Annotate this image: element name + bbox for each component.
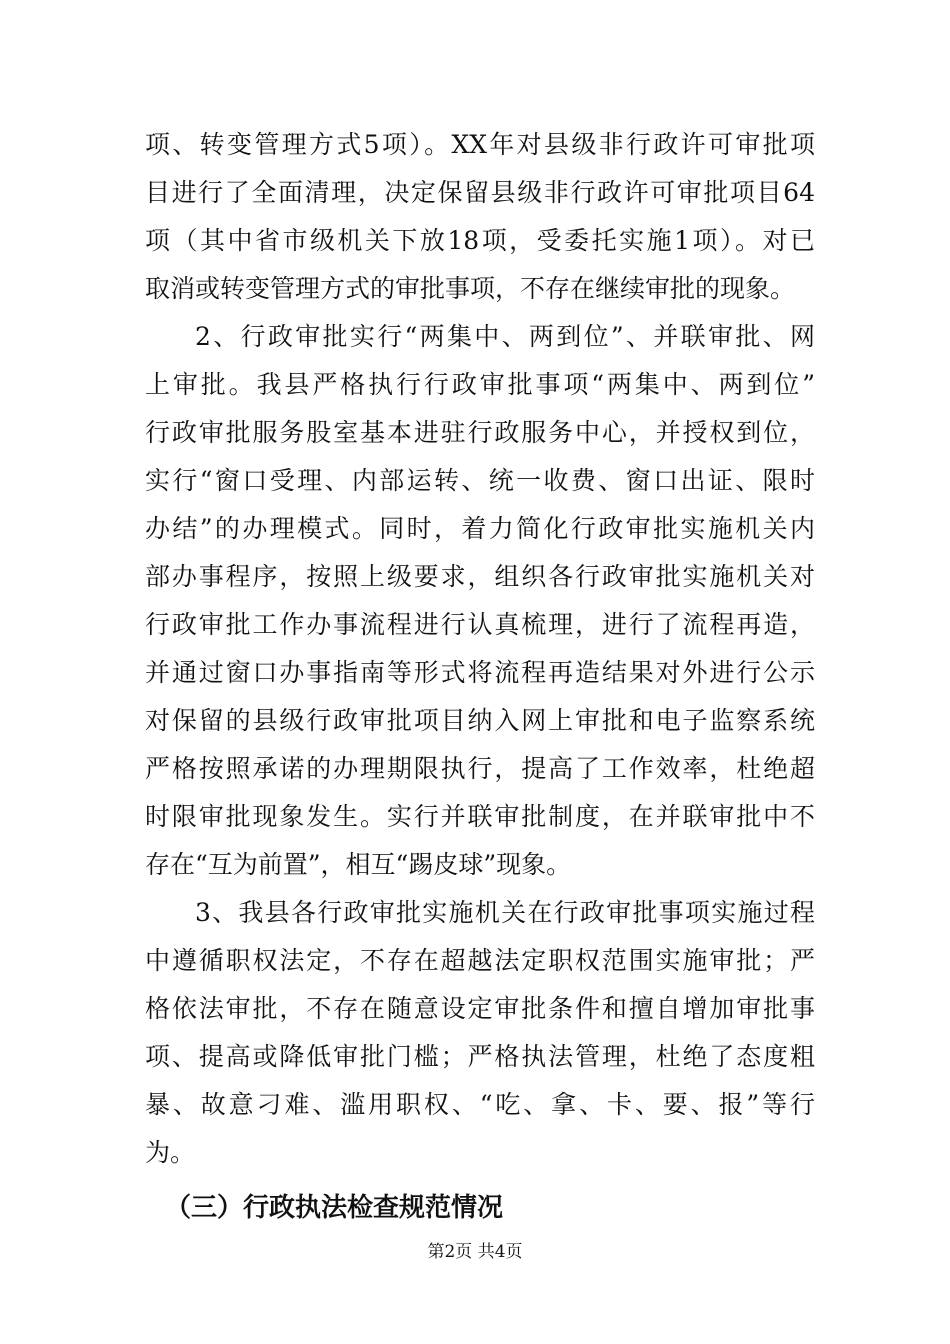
paragraph-3-line-1: 3、我县各行政审批实施机关在行政审批事项实施过程 [195, 898, 815, 927]
paragraph-3-line-6: 为。 [145, 1138, 196, 1167]
paragraph-2-line-1: 2、行政审批实行“两集中、两到位”、并联审批、网 [195, 322, 815, 351]
paragraph-1-line-3: 项（其中省市级机关下放18项，受委托实施1项）。对已 [145, 226, 815, 255]
paragraph-2-line-10: 严格按照承诺的办理期限执行，提高了工作效率，杜绝超 [145, 754, 815, 783]
paragraph-2-line-8: 并通过窗口办事指南等形式将流程再造结果对外进行公示 [145, 658, 815, 687]
paragraph-2-line-3: 行政审批服务股室基本进驻行政服务中心，并授权到位， [145, 418, 815, 447]
paragraph-2-line-5: 办结”的办理模式。同时，着力简化行政审批实施机关内 [145, 514, 815, 543]
paragraph-3-line-3: 格依法审批，不存在随意设定审批条件和擅自增加审批事 [145, 994, 815, 1023]
paragraph-3-line-5: 暴、故意刁难、滥用职权、“吃、拿、卡、要、报”等行 [145, 1090, 815, 1119]
paragraph-2-line-4: 实行“窗口受理、内部运转、统一收费、窗口出证、限时 [145, 466, 815, 495]
section-heading: （三）行政执法检查规范情况 [165, 1193, 504, 1223]
paragraph-2-line-2: 上审批。我县严格执行行政审批事项“两集中、两到位” [145, 370, 815, 399]
paragraph-3-line-2: 中遵循职权法定，不存在超越法定职权范围实施审批；严 [145, 946, 815, 975]
paragraph-1-line-2: 目进行了全面清理，决定保留县级非行政许可审批项目64 [145, 178, 815, 207]
paragraph-1-line-1: 项、转变管理方式5项）。XX年对县级非行政许可审批项 [145, 130, 815, 159]
page-footer: 第2页 共4页 [427, 1242, 523, 1262]
paragraph-1-line-4: 取消或转变管理方式的审批事项，不存在继续审批的现象。 [145, 274, 796, 303]
paragraph-2-line-12: 存在“互为前置”，相互“踢皮球”现象。 [145, 850, 572, 879]
paragraph-3-line-4: 项、提高或降低审批门槛；严格执法管理，杜绝了态度粗 [145, 1042, 815, 1071]
paragraph-2-line-9: 对保留的县级行政审批项目纳入网上审批和电子监察系统 [145, 706, 815, 735]
paragraph-2-line-6: 部办事程序，按照上级要求，组织各行政审批实施机关对 [145, 562, 815, 591]
paragraph-2-line-11: 时限审批现象发生。实行并联审批制度，在并联审批中不 [145, 802, 815, 831]
paragraph-2-line-7: 行政审批工作办事流程进行认真梳理，进行了流程再造， [145, 610, 815, 639]
